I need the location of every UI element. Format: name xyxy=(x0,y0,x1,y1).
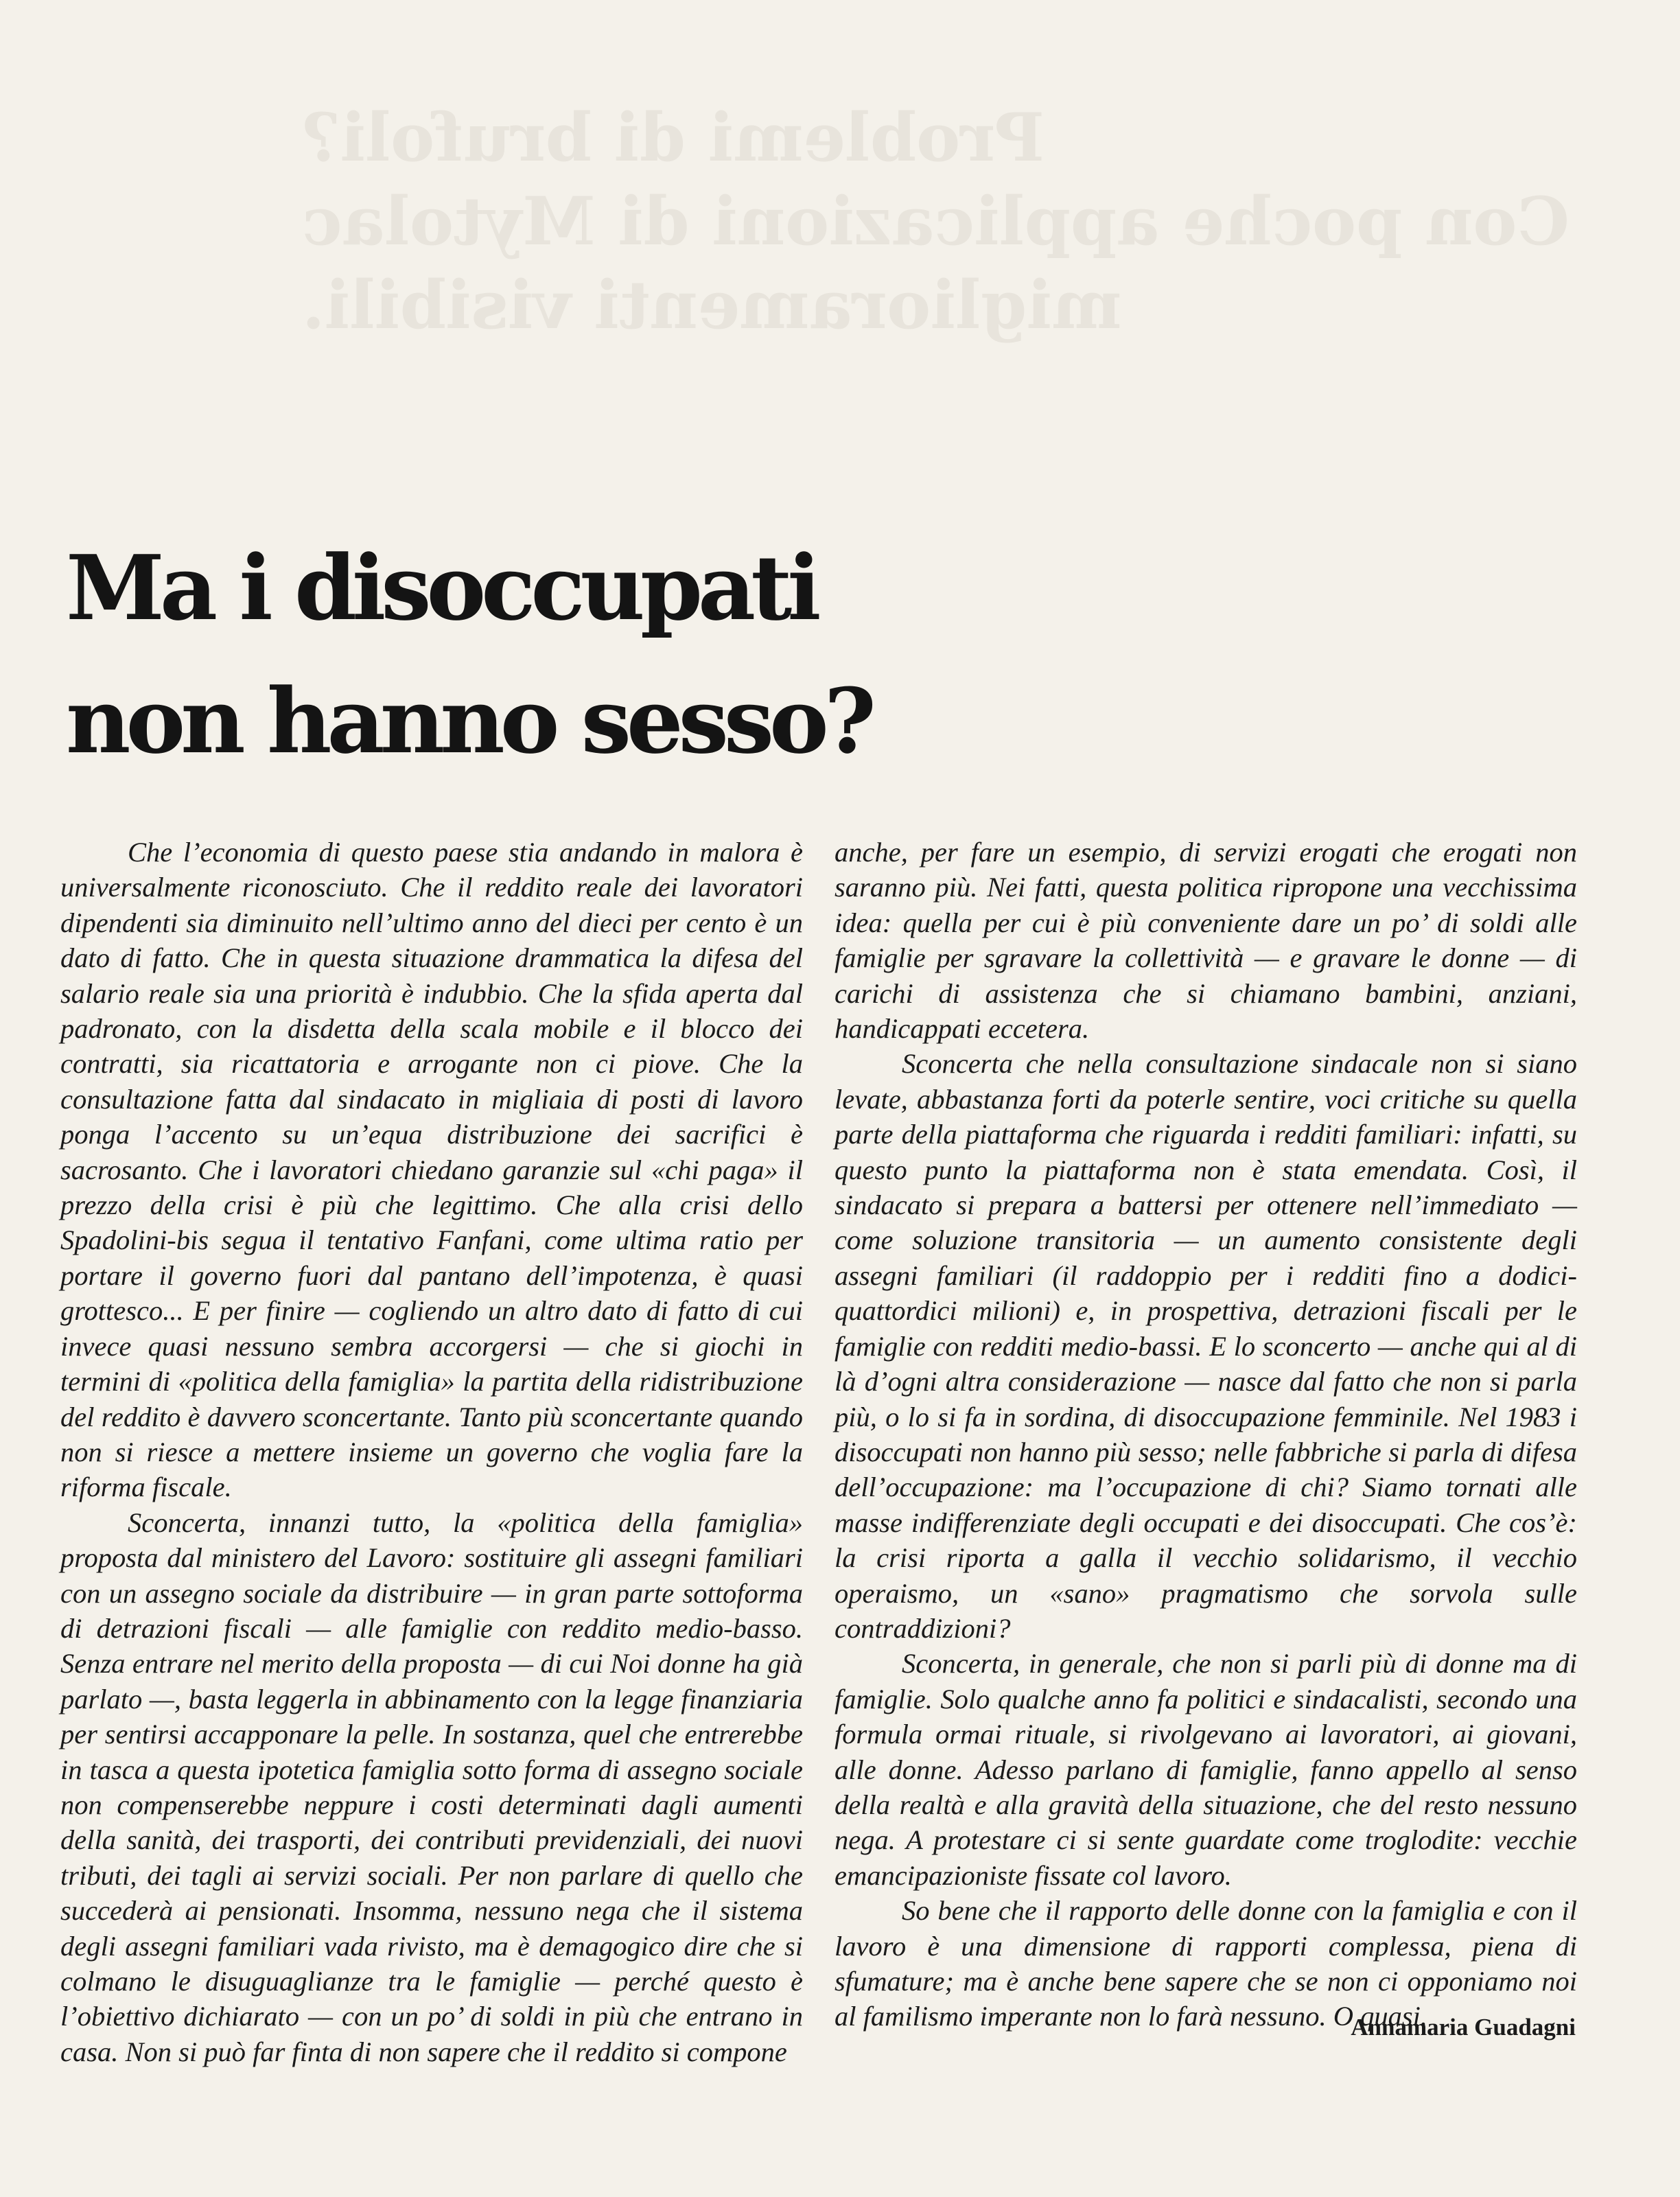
paragraph: Che l’economia di questo paese stia andando in malora è universalmente riconosciuto. Che il reddito reale dei lavoratori dipendenti sia diminuito nell’ultimo anno del dieci per cento è un dato di fatto. Che in questa situazione drammatica la difesa del salario reale sia una priorità è indubbio. Che la sfida aperta dal padronato, con la disdetta della scala mobile e il blocco dei contratti, sia ricattatoria e arrogante non ci piove. Che la consultazione fatta dal sindacato in migliaia di posti di lavoro ponga l’accento su un’equa distribuzione dei sacrifici è sacrosanto. Che i lavoratori chiedano garanzie sul «chi paga» il prezzo della crisi è più che legittimo. Che alla crisi dello Spadolini-bis segua il tentativo Fanfani, come ultima ratio per portare il governo fuori dal pantano dell’impotenza, è quasi grottesco... E per finire — cogliendo un altro dato di fatto di cui invece quasi nessuno sembra accorgersi — che si giochi in termini di «politica della famiglia» la partita della ridistribuzione del reddito è davvero sconcertante. Tanto più sconcertante quando non si riesce a mettere insieme un governo che voglia fare la riforma fiscale. xyxy=(60,837,803,1503)
article-title xyxy=(66,522,1027,788)
ghost-line: Con poche applicazioni di Mytolac xyxy=(302,183,1570,260)
paragraph: So bene che il rapporto delle donne con la famiglia e con il lavoro è una dimensione di rapporti complessa, piena di sfumature; ma è anche bene sapere che se non ci opponiamo noi al familismo imperante non lo farà nessuno. O quasi. xyxy=(835,1895,1577,2032)
title-line: non hanno sesso? xyxy=(66,669,872,774)
paragraph: Sconcerta, in generale, che non si parli più di donne ma di famiglie. Solo qualche anno fa politici e sindacalisti, secondo una formula ormai rituale, si rivolgevano ai lavoratori, ai giovani, alle donne. Adesso parlano di famiglie, fanno appello al senso della realtà e alla gravità della situazione, che del resto nessuno nega. A protestare ci si sente guardate come troglodite: vecchie emancipazioniste fissate col lavoro. xyxy=(835,1648,1577,1891)
right-column xyxy=(835,835,1577,2034)
ghost-line: Problemi di brufoli? xyxy=(302,99,1045,176)
left-column xyxy=(60,835,803,2069)
paragraph: anche, per fare un esempio, di servizi erogati che erogati non saranno più. Nei fatti, questa politica ripropone una vecchissima idea: quella per cui è più conveniente dare un po’ di soldi alle famiglie per sgravare la collettività — e gravare le donne — di carichi di assistenza che si chiamano bambini, anziani, handicappati eccetera. xyxy=(835,837,1577,1045)
title-line: Ma i disoccupati xyxy=(66,535,817,640)
paragraph: Sconcerta che nella consultazione sindacale non si siano levate, abbastanza forti da poterle sentire, voci critiche su quella parte della piattaforma che riguarda i redditi familiari: infatti, su questo punto la piattaforma non è stata emendata. Così, il sindacato si prepara a battersi per ottenere nell’immediato — come soluzione transitoria — un aumento consistente degli assegni familiari (il raddoppio per i redditi fino a dodici-quattordici milioni) e, in prospettiva, detrazioni fiscali per le famiglie con redditi medio-bassi. E lo sconcerto — anche qui al di là d’ogni altra considerazione — nasce dal fatto che non si parla più, o lo si fa in sordina, di disoccupazione femminile. Nel 1983 i disoccupati non hanno più sesso; nelle fabbriche si parla di difesa dell’occupazione: ma l’occupazione di chi? Siamo tornati alle masse indifferenziate degli occupati e dei disoccupati. Che cos’è: la crisi riporta a galla il vecchio solidarismo, il vecchio operaismo, un «sano» pragmatismo che sorvola sulle contraddizioni? xyxy=(835,1048,1577,1644)
ghost-line: miglioramenti visibili. xyxy=(302,266,1122,344)
author-byline: Annamaria Guadagni xyxy=(1351,2014,1576,2041)
show-through-text xyxy=(302,96,1661,347)
paragraph: Sconcerta, innanzi tutto, la «politica della famiglia» proposta dal ministero del Lavoro: sostituire gli assegni familiari con un assegno sociale da distribuire — in gran parte sottoforma di detrazioni fiscali — alle famiglie con reddito medio-basso. Senza entrare nel merito della proposta — di cui Noi donne ha già parlato —, basta leggerla in abbinamento con la legge finanziaria per sentirsi accapponare la pelle. In sostanza, quel che entrerebbe in tasca a questa ipotetica famiglia sotto forma di assegno sociale non compenserebbe neppure i costi determinati dagli aumenti della sanità, dei trasporti, dei contributi previdenziali, dei nuovi tributi, dei tagli ai servizi sociali. Per non parlare di quello che succederà ai pensionati. Insomma, nessuno nega che il sistema degli assegni familiari vada rivisto, ma è demagogico dire che si colmano le disuguaglianze tra le famiglie — perché questo è l’obiettivo dichiarato — con un po’ di soldi in più che entrano in casa. Non si può far finta di non sapere che il reddito si compone xyxy=(60,1507,803,2067)
